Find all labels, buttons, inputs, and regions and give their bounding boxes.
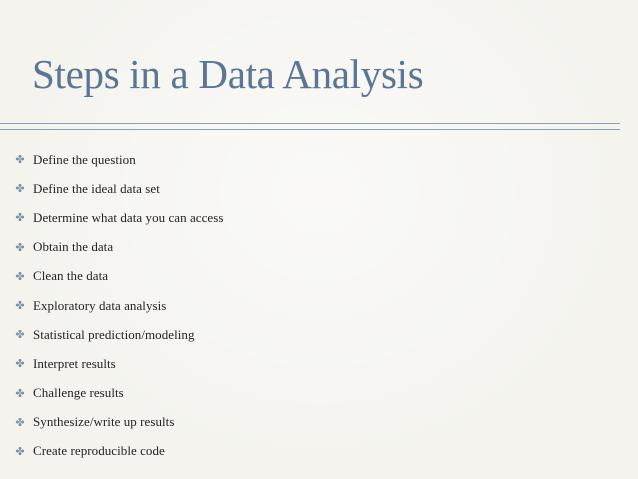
list-item-label: Exploratory data analysis (33, 297, 167, 313)
four-pointed-star-icon: ✤ (15, 415, 25, 429)
list-item-label: Create reproducible code (33, 443, 165, 459)
list-item-label: Define the ideal data set (33, 180, 160, 196)
four-pointed-star-icon: ✤ (15, 299, 25, 313)
list-item-label: Interpret results (33, 355, 116, 371)
steps-list (0, 145, 223, 466)
list-item (0, 174, 223, 203)
list-item (0, 233, 223, 262)
slide-title: Steps in a Data Analysis (32, 51, 424, 97)
list-item-label: Define the question (33, 151, 136, 167)
four-pointed-star-icon: ✤ (15, 182, 25, 196)
four-pointed-star-icon: ✤ (15, 240, 25, 254)
list-item (0, 437, 223, 466)
list-item (0, 349, 223, 378)
four-pointed-star-icon: ✤ (15, 211, 25, 225)
list-item-label: Obtain the data (33, 239, 114, 255)
list-item (0, 379, 223, 408)
list-item-label: Clean the data (33, 268, 109, 284)
four-pointed-star-icon: ✤ (15, 153, 25, 167)
list-item (0, 145, 223, 174)
list-item (0, 291, 223, 320)
list-item (0, 408, 223, 437)
list-item (0, 203, 223, 232)
list-item-label: Statistical prediction/modeling (33, 326, 195, 342)
four-pointed-star-icon: ✤ (15, 357, 25, 371)
list-item (0, 320, 223, 349)
list-item-label: Determine what data you can access (33, 209, 224, 225)
four-pointed-star-icon: ✤ (15, 444, 25, 458)
list-item-label: Challenge results (33, 385, 124, 401)
four-pointed-star-icon: ✤ (15, 328, 25, 342)
list-item (0, 262, 223, 291)
list-item-label: Synthesize/write up results (33, 414, 175, 430)
title-divider (0, 123, 620, 130)
four-pointed-star-icon: ✤ (15, 269, 25, 283)
four-pointed-star-icon: ✤ (15, 386, 25, 400)
